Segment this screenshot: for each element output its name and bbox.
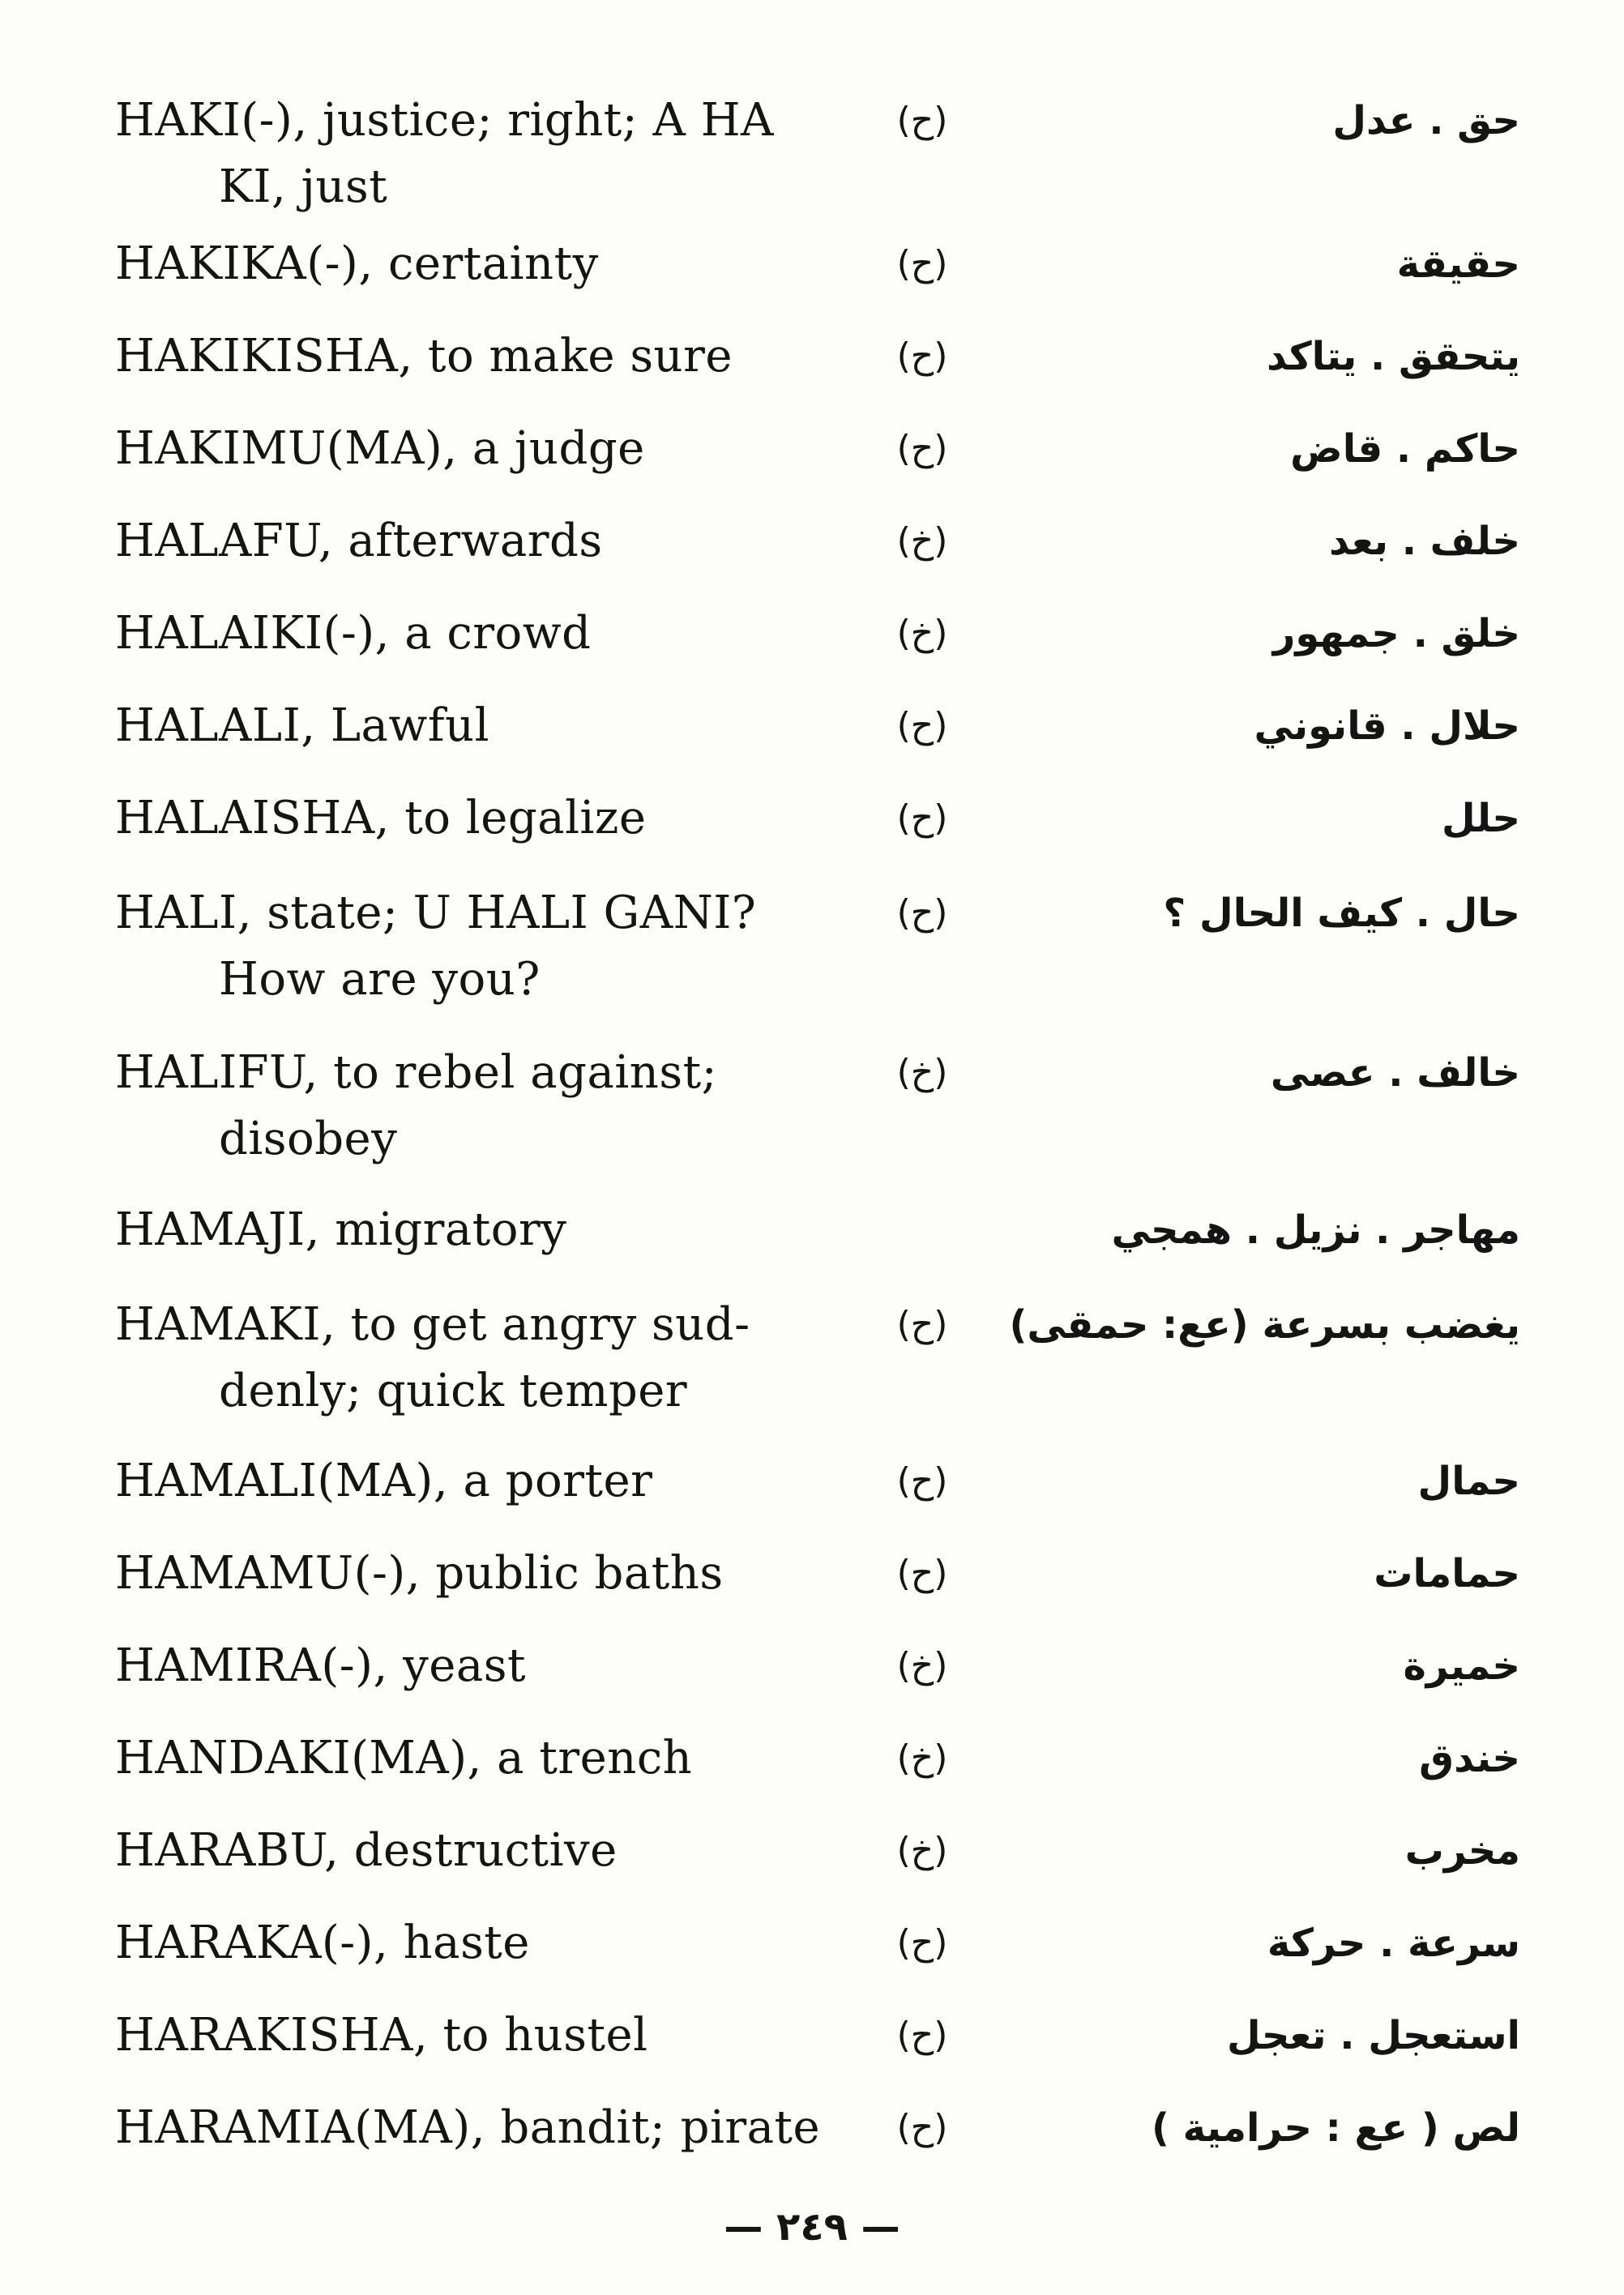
- entry-english: [115, 785, 869, 852]
- origin-marker: (ح): [896, 100, 948, 141]
- origin-marker: (ح): [896, 2107, 948, 2148]
- headword-line: HAMAJI, migratory: [115, 1203, 567, 1256]
- arabic-gloss: خندق: [1419, 1736, 1520, 1781]
- arabic-gloss: خالف . عصى: [1270, 1050, 1520, 1096]
- entry-english: [115, 1040, 869, 1173]
- headword-line: HAMAMU(-), public baths: [115, 1547, 724, 1600]
- continuation-line: denly; quick temper: [219, 1365, 688, 1417]
- headword-line: HARABU, destructive: [115, 1824, 618, 1877]
- arabic-gloss: حمال: [1417, 1459, 1520, 1504]
- headword-line: HALI, state; U HALI GANI?: [115, 887, 757, 939]
- headword-line: HAKIKISHA, to make sure: [115, 330, 733, 382]
- headword-line: HAMAKI, to get angry sud-: [115, 1298, 750, 1351]
- headword-line: HARAMIA(MA), bandit; pirate: [115, 2101, 821, 2154]
- entry-english: [115, 1725, 869, 1792]
- continuation-line: KI, just: [219, 160, 388, 213]
- origin-marker: (ح): [896, 797, 948, 839]
- arabic-gloss: حاكم . قاض: [1290, 426, 1520, 472]
- entry-english: [115, 1818, 869, 1884]
- origin-marker: (خ): [896, 1737, 948, 1779]
- arabic-gloss: حق . عدل: [1332, 98, 1520, 143]
- arabic-gloss: لص ( عع : حرامية ): [1151, 2105, 1520, 2151]
- page-number: — ٢٤٩ —: [724, 2204, 900, 2250]
- arabic-gloss: حقيقة: [1396, 241, 1520, 287]
- origin-marker: (خ): [896, 1830, 948, 1871]
- headword-line: HALIFU, to rebel against;: [115, 1046, 717, 1099]
- entry-english: [115, 880, 869, 1013]
- entry-english: [115, 2002, 869, 2069]
- arabic-gloss: يتحقق . يتاكد: [1267, 334, 1520, 379]
- arabic-gloss: خميرة: [1403, 1643, 1520, 1689]
- headword-line: HAKIKA(-), certainty: [115, 237, 599, 290]
- arabic-gloss: خلق . جمهور: [1272, 611, 1520, 656]
- entry-english: [115, 1541, 869, 1607]
- entry-english: [115, 323, 869, 390]
- arabic-gloss: مهاجر . نزيل . همجي: [1111, 1207, 1520, 1253]
- entry-english: [115, 1633, 869, 1699]
- entry-english: [115, 2095, 869, 2161]
- headword-line: HAKIMU(MA), a judge: [115, 422, 645, 475]
- headword-line: HAMALI(MA), a porter: [115, 1455, 653, 1507]
- entry-english: [115, 88, 869, 220]
- origin-marker: (ح): [896, 1922, 948, 1964]
- origin-marker: (ح): [896, 705, 948, 746]
- origin-marker: (ح): [896, 243, 948, 284]
- entry-english: [115, 693, 869, 759]
- continuation-line: How are you?: [219, 953, 541, 1006]
- arabic-gloss: سرعة . حركة: [1267, 1921, 1520, 1966]
- entry-english: [115, 1292, 869, 1425]
- arabic-gloss: حلال . قانوني: [1254, 703, 1520, 749]
- arabic-gloss: يغضب بسرعة (عع: حمقى): [1009, 1302, 1520, 1348]
- origin-marker: (ح): [896, 1304, 948, 1345]
- headword-line: HALAFU, afterwards: [115, 515, 603, 567]
- entry-english: [115, 231, 869, 297]
- entry-english: [115, 600, 869, 667]
- origin-marker: (ح): [896, 335, 948, 377]
- arabic-gloss: حمامات: [1374, 1551, 1520, 1596]
- entry-english: [115, 1910, 869, 1977]
- origin-marker: (ح): [896, 2015, 948, 2056]
- continuation-line: disobey: [219, 1113, 398, 1165]
- headword-line: HARAKA(-), haste: [115, 1917, 530, 1969]
- origin-marker: (ح): [896, 892, 948, 934]
- entry-english: [115, 508, 869, 575]
- headword-line: HAKI(-), justice; right; A HA: [115, 94, 774, 147]
- arabic-gloss: حال . كيف الحال ؟: [1163, 891, 1520, 936]
- headword-line: HANDAKI(MA), a trench: [115, 1732, 693, 1784]
- headword-line: HARAKISHA, to hustel: [115, 2009, 648, 2062]
- entry-english: [115, 1448, 869, 1515]
- origin-marker: (ح): [896, 1553, 948, 1594]
- origin-marker: (ح): [896, 428, 948, 469]
- headword-line: HALALI, Lawful: [115, 699, 490, 752]
- entry-english: [115, 1197, 869, 1263]
- origin-marker: (خ): [896, 1052, 948, 1093]
- origin-marker: (خ): [896, 520, 948, 562]
- headword-line: HALAISHA, to legalize: [115, 792, 647, 844]
- arabic-gloss: حلل: [1441, 796, 1520, 841]
- entry-english: [115, 416, 869, 482]
- origin-marker: (خ): [896, 613, 948, 654]
- arabic-gloss: مخرب: [1404, 1828, 1520, 1874]
- headword-line: HAMIRA(-), yeast: [115, 1639, 526, 1692]
- arabic-gloss: خلف . بعد: [1329, 519, 1520, 564]
- arabic-gloss: استعجل . تعجل: [1227, 2013, 1520, 2058]
- headword-line: HALAIKI(-), a crowd: [115, 607, 592, 660]
- origin-marker: (ح): [896, 1460, 948, 1502]
- origin-marker: (خ): [896, 1645, 948, 1686]
